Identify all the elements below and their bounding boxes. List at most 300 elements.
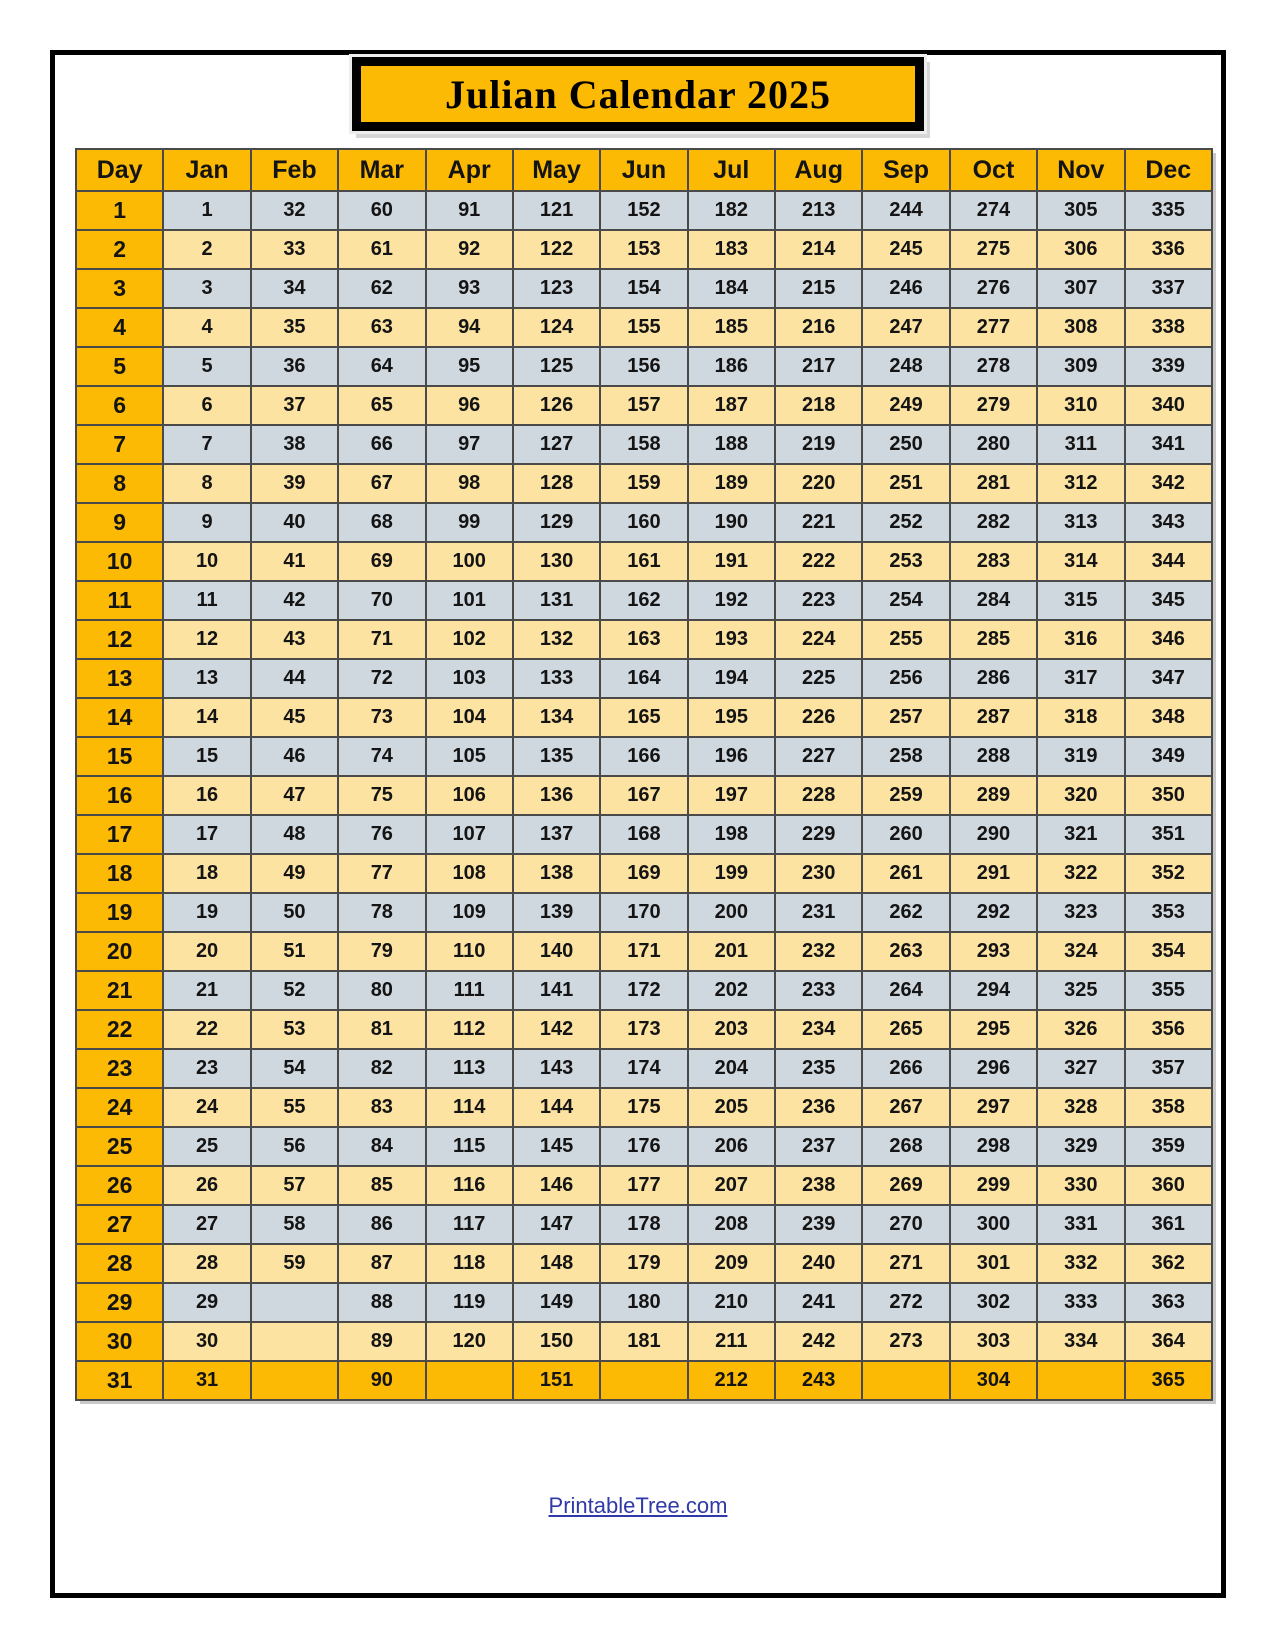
- julian-cell-jan-18: 18: [163, 854, 250, 893]
- julian-cell-jun-17: 168: [600, 815, 687, 854]
- julian-cell-sep-3: 246: [862, 269, 949, 308]
- julian-cell-jan-3: 3: [163, 269, 250, 308]
- julian-cell-feb-24: 55: [251, 1088, 338, 1127]
- calendar-row-19: [76, 893, 1212, 932]
- calendar-row-11: [76, 581, 1212, 620]
- day-cell-9: 9: [76, 503, 163, 542]
- julian-cell-sep-22: 265: [862, 1010, 949, 1049]
- julian-cell-sep-13: 256: [862, 659, 949, 698]
- julian-cell-aug-30: 242: [775, 1322, 862, 1361]
- julian-cell-sep-28: 271: [862, 1244, 949, 1283]
- julian-cell-apr-6: 96: [426, 386, 513, 425]
- julian-cell-jan-26: 26: [163, 1166, 250, 1205]
- julian-cell-nov-4: 308: [1037, 308, 1124, 347]
- julian-cell-dec-27: 361: [1125, 1205, 1213, 1244]
- julian-cell-mar-6: 65: [338, 386, 425, 425]
- day-cell-22: 22: [76, 1010, 163, 1049]
- julian-cell-may-10: 130: [513, 542, 600, 581]
- julian-cell-dec-19: 353: [1125, 893, 1213, 932]
- day-cell-29: 29: [76, 1283, 163, 1322]
- julian-cell-jan-7: 7: [163, 425, 250, 464]
- julian-cell-apr-4: 94: [426, 308, 513, 347]
- julian-cell-dec-23: 357: [1125, 1049, 1213, 1088]
- julian-cell-sep-7: 250: [862, 425, 949, 464]
- julian-cell-mar-21: 80: [338, 971, 425, 1010]
- julian-cell-jun-15: 166: [600, 737, 687, 776]
- julian-cell-sep-11: 254: [862, 581, 949, 620]
- julian-cell-oct-20: 293: [950, 932, 1037, 971]
- julian-cell-dec-1: 335: [1125, 191, 1213, 230]
- julian-cell-feb-14: 45: [251, 698, 338, 737]
- julian-cell-jun-13: 164: [600, 659, 687, 698]
- julian-cell-mar-5: 64: [338, 347, 425, 386]
- julian-cell-apr-29: 119: [426, 1283, 513, 1322]
- calendar-row-16: [76, 776, 1212, 815]
- julian-cell-jul-30: 211: [688, 1322, 775, 1361]
- julian-cell-nov-22: 326: [1037, 1010, 1124, 1049]
- julian-cell-apr-3: 93: [426, 269, 513, 308]
- julian-cell-oct-26: 299: [950, 1166, 1037, 1205]
- julian-cell-mar-13: 72: [338, 659, 425, 698]
- julian-cell-oct-25: 298: [950, 1127, 1037, 1166]
- julian-cell-feb-26: 57: [251, 1166, 338, 1205]
- julian-cell-oct-5: 278: [950, 347, 1037, 386]
- month-header-jan: Jan: [163, 149, 250, 191]
- julian-cell-may-17: 137: [513, 815, 600, 854]
- julian-cell-apr-1: 91: [426, 191, 513, 230]
- day-cell-23: 23: [76, 1049, 163, 1088]
- julian-cell-sep-10: 253: [862, 542, 949, 581]
- julian-cell-jan-1: 1: [163, 191, 250, 230]
- julian-table-header: [76, 149, 1212, 191]
- julian-cell-aug-2: 214: [775, 230, 862, 269]
- julian-cell-aug-17: 229: [775, 815, 862, 854]
- julian-cell-jun-11: 162: [600, 581, 687, 620]
- julian-cell-aug-3: 215: [775, 269, 862, 308]
- julian-cell-jun-26: 177: [600, 1166, 687, 1205]
- julian-cell-dec-8: 342: [1125, 464, 1213, 503]
- julian-cell-jun-18: 169: [600, 854, 687, 893]
- day-cell-27: 27: [76, 1205, 163, 1244]
- julian-cell-aug-5: 217: [775, 347, 862, 386]
- julian-cell-may-11: 131: [513, 581, 600, 620]
- julian-cell-sep-18: 261: [862, 854, 949, 893]
- julian-cell-may-16: 136: [513, 776, 600, 815]
- julian-cell-jul-10: 191: [688, 542, 775, 581]
- julian-cell-oct-19: 292: [950, 893, 1037, 932]
- julian-cell-may-9: 129: [513, 503, 600, 542]
- julian-cell-dec-5: 339: [1125, 347, 1213, 386]
- day-cell-13: 13: [76, 659, 163, 698]
- julian-cell-may-21: 141: [513, 971, 600, 1010]
- julian-cell-nov-15: 319: [1037, 737, 1124, 776]
- julian-cell-jul-29: 210: [688, 1283, 775, 1322]
- julian-cell-nov-12: 316: [1037, 620, 1124, 659]
- julian-cell-sep-12: 255: [862, 620, 949, 659]
- julian-cell-dec-31: 365: [1125, 1361, 1213, 1400]
- julian-cell-jul-2: 183: [688, 230, 775, 269]
- julian-cell-feb-13: 44: [251, 659, 338, 698]
- julian-cell-aug-19: 231: [775, 893, 862, 932]
- julian-cell-aug-26: 238: [775, 1166, 862, 1205]
- julian-cell-aug-28: 240: [775, 1244, 862, 1283]
- julian-cell-aug-21: 233: [775, 971, 862, 1010]
- julian-cell-dec-20: 354: [1125, 932, 1213, 971]
- julian-cell-mar-4: 63: [338, 308, 425, 347]
- julian-cell-sep-6: 249: [862, 386, 949, 425]
- julian-cell-may-14: 134: [513, 698, 600, 737]
- julian-cell-nov-11: 315: [1037, 581, 1124, 620]
- julian-cell-mar-30: 89: [338, 1322, 425, 1361]
- julian-cell-jun-23: 174: [600, 1049, 687, 1088]
- julian-cell-jul-27: 208: [688, 1205, 775, 1244]
- julian-cell-may-20: 140: [513, 932, 600, 971]
- julian-cell-jan-5: 5: [163, 347, 250, 386]
- julian-cell-dec-4: 338: [1125, 308, 1213, 347]
- julian-cell-sep-30: 273: [862, 1322, 949, 1361]
- julian-cell-jan-6: 6: [163, 386, 250, 425]
- julian-cell-oct-6: 279: [950, 386, 1037, 425]
- month-header-may: May: [513, 149, 600, 191]
- julian-cell-sep-20: 263: [862, 932, 949, 971]
- julian-cell-feb-2: 33: [251, 230, 338, 269]
- month-header-feb: Feb: [251, 149, 338, 191]
- julian-cell-mar-31: 90: [338, 1361, 425, 1400]
- julian-cell-nov-28: 332: [1037, 1244, 1124, 1283]
- day-cell-18: 18: [76, 854, 163, 893]
- day-cell-8: 8: [76, 464, 163, 503]
- julian-cell-apr-21: 111: [426, 971, 513, 1010]
- julian-cell-aug-12: 224: [775, 620, 862, 659]
- month-header-jun: Jun: [600, 149, 687, 191]
- julian-cell-apr-5: 95: [426, 347, 513, 386]
- julian-cell-may-5: 125: [513, 347, 600, 386]
- julian-cell-may-6: 126: [513, 386, 600, 425]
- julian-cell-mar-14: 73: [338, 698, 425, 737]
- julian-cell-jan-30: 30: [163, 1322, 250, 1361]
- julian-cell-dec-30: 364: [1125, 1322, 1213, 1361]
- julian-cell-nov-25: 329: [1037, 1127, 1124, 1166]
- julian-cell-may-12: 132: [513, 620, 600, 659]
- calendar-row-3: [76, 269, 1212, 308]
- julian-cell-dec-22: 356: [1125, 1010, 1213, 1049]
- julian-cell-aug-18: 230: [775, 854, 862, 893]
- calendar-row-10: [76, 542, 1212, 581]
- julian-cell-aug-6: 218: [775, 386, 862, 425]
- month-header-oct: Oct: [950, 149, 1037, 191]
- page-frame: [50, 50, 1226, 1598]
- julian-cell-nov-17: 321: [1037, 815, 1124, 854]
- julian-cell-jun-20: 171: [600, 932, 687, 971]
- calendar-row-2: [76, 230, 1212, 269]
- julian-cell-oct-3: 276: [950, 269, 1037, 308]
- julian-cell-dec-16: 350: [1125, 776, 1213, 815]
- julian-cell-dec-21: 355: [1125, 971, 1213, 1010]
- julian-cell-dec-2: 336: [1125, 230, 1213, 269]
- day-cell-2: 2: [76, 230, 163, 269]
- julian-cell-feb-30: [251, 1322, 338, 1361]
- calendar-row-21: [76, 971, 1212, 1010]
- julian-cell-aug-1: 213: [775, 191, 862, 230]
- julian-cell-oct-24: 297: [950, 1088, 1037, 1127]
- day-cell-17: 17: [76, 815, 163, 854]
- julian-cell-jun-16: 167: [600, 776, 687, 815]
- julian-cell-mar-20: 79: [338, 932, 425, 971]
- julian-cell-mar-22: 81: [338, 1010, 425, 1049]
- calendar-row-22: [76, 1010, 1212, 1049]
- julian-cell-jan-11: 11: [163, 581, 250, 620]
- julian-cell-may-27: 147: [513, 1205, 600, 1244]
- julian-cell-aug-10: 222: [775, 542, 862, 581]
- julian-cell-nov-2: 306: [1037, 230, 1124, 269]
- julian-cell-sep-15: 258: [862, 737, 949, 776]
- day-cell-19: 19: [76, 893, 163, 932]
- julian-cell-feb-8: 39: [251, 464, 338, 503]
- julian-cell-may-22: 142: [513, 1010, 600, 1049]
- day-column-header: Day: [76, 149, 163, 191]
- julian-cell-jul-22: 203: [688, 1010, 775, 1049]
- day-cell-3: 3: [76, 269, 163, 308]
- julian-cell-jul-26: 207: [688, 1166, 775, 1205]
- julian-cell-dec-26: 360: [1125, 1166, 1213, 1205]
- julian-cell-feb-29: [251, 1283, 338, 1322]
- julian-cell-nov-6: 310: [1037, 386, 1124, 425]
- julian-cell-jul-9: 190: [688, 503, 775, 542]
- julian-cell-feb-18: 49: [251, 854, 338, 893]
- julian-cell-aug-4: 216: [775, 308, 862, 347]
- julian-cell-nov-9: 313: [1037, 503, 1124, 542]
- day-cell-31: 31: [76, 1361, 163, 1400]
- julian-cell-aug-9: 221: [775, 503, 862, 542]
- julian-cell-feb-28: 59: [251, 1244, 338, 1283]
- julian-cell-jun-28: 179: [600, 1244, 687, 1283]
- julian-cell-oct-22: 295: [950, 1010, 1037, 1049]
- julian-cell-jul-18: 199: [688, 854, 775, 893]
- julian-cell-nov-29: 333: [1037, 1283, 1124, 1322]
- julian-cell-jun-14: 165: [600, 698, 687, 737]
- month-header-aug: Aug: [775, 149, 862, 191]
- julian-cell-oct-17: 290: [950, 815, 1037, 854]
- julian-cell-dec-17: 351: [1125, 815, 1213, 854]
- julian-cell-aug-23: 235: [775, 1049, 862, 1088]
- julian-cell-mar-23: 82: [338, 1049, 425, 1088]
- julian-cell-nov-27: 331: [1037, 1205, 1124, 1244]
- julian-cell-sep-14: 257: [862, 698, 949, 737]
- julian-cell-aug-25: 237: [775, 1127, 862, 1166]
- julian-cell-mar-25: 84: [338, 1127, 425, 1166]
- julian-cell-apr-28: 118: [426, 1244, 513, 1283]
- julian-cell-feb-17: 48: [251, 815, 338, 854]
- julian-cell-mar-19: 78: [338, 893, 425, 932]
- julian-cell-dec-11: 345: [1125, 581, 1213, 620]
- calendar-row-9: [76, 503, 1212, 542]
- julian-cell-nov-7: 311: [1037, 425, 1124, 464]
- footer: [55, 1493, 1221, 1519]
- julian-cell-aug-29: 241: [775, 1283, 862, 1322]
- julian-cell-oct-29: 302: [950, 1283, 1037, 1322]
- day-cell-26: 26: [76, 1166, 163, 1205]
- calendar-row-26: [76, 1166, 1212, 1205]
- julian-cell-jun-1: 152: [600, 191, 687, 230]
- julian-cell-nov-18: 322: [1037, 854, 1124, 893]
- day-cell-7: 7: [76, 425, 163, 464]
- julian-cell-apr-9: 99: [426, 503, 513, 542]
- julian-cell-may-24: 144: [513, 1088, 600, 1127]
- julian-cell-jul-11: 192: [688, 581, 775, 620]
- printabletree-link[interactable]: PrintableTree.com: [548, 1493, 728, 1518]
- julian-cell-aug-11: 223: [775, 581, 862, 620]
- julian-cell-aug-7: 219: [775, 425, 862, 464]
- julian-cell-aug-14: 226: [775, 698, 862, 737]
- julian-cell-dec-25: 359: [1125, 1127, 1213, 1166]
- julian-cell-oct-12: 285: [950, 620, 1037, 659]
- calendar-row-8: [76, 464, 1212, 503]
- calendar-row-18: [76, 854, 1212, 893]
- day-cell-20: 20: [76, 932, 163, 971]
- calendar-row-7: [76, 425, 1212, 464]
- julian-cell-oct-2: 275: [950, 230, 1037, 269]
- julian-cell-jun-10: 161: [600, 542, 687, 581]
- day-cell-1: 1: [76, 191, 163, 230]
- julian-cell-feb-15: 46: [251, 737, 338, 776]
- calendar-row-5: [76, 347, 1212, 386]
- julian-cell-aug-22: 234: [775, 1010, 862, 1049]
- julian-cell-may-7: 127: [513, 425, 600, 464]
- julian-cell-nov-20: 324: [1037, 932, 1124, 971]
- julian-cell-jun-27: 178: [600, 1205, 687, 1244]
- julian-cell-mar-26: 85: [338, 1166, 425, 1205]
- julian-cell-mar-12: 71: [338, 620, 425, 659]
- julian-cell-feb-12: 43: [251, 620, 338, 659]
- day-cell-14: 14: [76, 698, 163, 737]
- julian-cell-mar-27: 86: [338, 1205, 425, 1244]
- julian-cell-dec-10: 344: [1125, 542, 1213, 581]
- julian-cell-jun-31: [600, 1361, 687, 1400]
- julian-cell-nov-30: 334: [1037, 1322, 1124, 1361]
- julian-cell-jul-15: 196: [688, 737, 775, 776]
- julian-cell-aug-16: 228: [775, 776, 862, 815]
- julian-cell-jul-31: 212: [688, 1361, 775, 1400]
- julian-cell-jun-7: 158: [600, 425, 687, 464]
- julian-cell-sep-16: 259: [862, 776, 949, 815]
- julian-cell-may-19: 139: [513, 893, 600, 932]
- day-cell-28: 28: [76, 1244, 163, 1283]
- julian-cell-jun-2: 153: [600, 230, 687, 269]
- julian-cell-sep-21: 264: [862, 971, 949, 1010]
- calendar-row-15: [76, 737, 1212, 776]
- julian-cell-aug-24: 236: [775, 1088, 862, 1127]
- calendar-row-29: [76, 1283, 1212, 1322]
- julian-cell-sep-4: 247: [862, 308, 949, 347]
- julian-cell-apr-24: 114: [426, 1088, 513, 1127]
- julian-cell-apr-20: 110: [426, 932, 513, 971]
- julian-cell-jun-4: 155: [600, 308, 687, 347]
- julian-cell-oct-13: 286: [950, 659, 1037, 698]
- julian-cell-jun-30: 181: [600, 1322, 687, 1361]
- julian-cell-sep-24: 267: [862, 1088, 949, 1127]
- julian-cell-feb-4: 35: [251, 308, 338, 347]
- month-header-sep: Sep: [862, 149, 949, 191]
- julian-cell-jul-21: 202: [688, 971, 775, 1010]
- julian-table-body: [76, 191, 1212, 1400]
- julian-cell-sep-8: 251: [862, 464, 949, 503]
- julian-cell-may-30: 150: [513, 1322, 600, 1361]
- julian-cell-nov-14: 318: [1037, 698, 1124, 737]
- julian-cell-apr-7: 97: [426, 425, 513, 464]
- julian-cell-apr-23: 113: [426, 1049, 513, 1088]
- julian-cell-nov-21: 325: [1037, 971, 1124, 1010]
- julian-cell-oct-28: 301: [950, 1244, 1037, 1283]
- julian-cell-may-13: 133: [513, 659, 600, 698]
- day-cell-12: 12: [76, 620, 163, 659]
- julian-cell-jan-21: 21: [163, 971, 250, 1010]
- julian-cell-sep-1: 244: [862, 191, 949, 230]
- julian-cell-jul-4: 185: [688, 308, 775, 347]
- julian-cell-jun-5: 156: [600, 347, 687, 386]
- day-cell-24: 24: [76, 1088, 163, 1127]
- julian-cell-mar-10: 69: [338, 542, 425, 581]
- calendar-row-23: [76, 1049, 1212, 1088]
- julian-cell-feb-11: 42: [251, 581, 338, 620]
- julian-cell-oct-31: 304: [950, 1361, 1037, 1400]
- month-header-mar: Mar: [338, 149, 425, 191]
- julian-cell-may-31: 151: [513, 1361, 600, 1400]
- julian-cell-dec-9: 343: [1125, 503, 1213, 542]
- day-cell-4: 4: [76, 308, 163, 347]
- julian-cell-dec-6: 340: [1125, 386, 1213, 425]
- julian-cell-jan-20: 20: [163, 932, 250, 971]
- julian-cell-nov-26: 330: [1037, 1166, 1124, 1205]
- julian-cell-jan-19: 19: [163, 893, 250, 932]
- julian-cell-nov-13: 317: [1037, 659, 1124, 698]
- julian-cell-mar-9: 68: [338, 503, 425, 542]
- julian-cell-nov-19: 323: [1037, 893, 1124, 932]
- julian-cell-nov-1: 305: [1037, 191, 1124, 230]
- julian-cell-jun-8: 159: [600, 464, 687, 503]
- julian-cell-feb-22: 53: [251, 1010, 338, 1049]
- julian-cell-oct-30: 303: [950, 1322, 1037, 1361]
- julian-cell-mar-1: 60: [338, 191, 425, 230]
- julian-cell-jan-12: 12: [163, 620, 250, 659]
- julian-cell-mar-18: 77: [338, 854, 425, 893]
- julian-cell-jan-31: 31: [163, 1361, 250, 1400]
- julian-cell-feb-10: 41: [251, 542, 338, 581]
- calendar-row-20: [76, 932, 1212, 971]
- day-cell-11: 11: [76, 581, 163, 620]
- julian-cell-mar-8: 67: [338, 464, 425, 503]
- page-title: Julian Calendar 2025: [445, 71, 831, 117]
- julian-cell-sep-2: 245: [862, 230, 949, 269]
- julian-cell-nov-24: 328: [1037, 1088, 1124, 1127]
- julian-cell-jul-14: 195: [688, 698, 775, 737]
- julian-cell-mar-17: 76: [338, 815, 425, 854]
- day-cell-5: 5: [76, 347, 163, 386]
- calendar-row-1: [76, 191, 1212, 230]
- julian-cell-oct-23: 296: [950, 1049, 1037, 1088]
- julian-cell-oct-10: 283: [950, 542, 1037, 581]
- julian-cell-jun-12: 163: [600, 620, 687, 659]
- julian-cell-may-28: 148: [513, 1244, 600, 1283]
- julian-cell-jul-8: 189: [688, 464, 775, 503]
- day-cell-21: 21: [76, 971, 163, 1010]
- julian-cell-sep-31: [862, 1361, 949, 1400]
- calendar-row-30: [76, 1322, 1212, 1361]
- julian-cell-jan-15: 15: [163, 737, 250, 776]
- julian-cell-nov-23: 327: [1037, 1049, 1124, 1088]
- julian-cell-oct-9: 282: [950, 503, 1037, 542]
- julian-cell-feb-20: 51: [251, 932, 338, 971]
- julian-cell-jul-16: 197: [688, 776, 775, 815]
